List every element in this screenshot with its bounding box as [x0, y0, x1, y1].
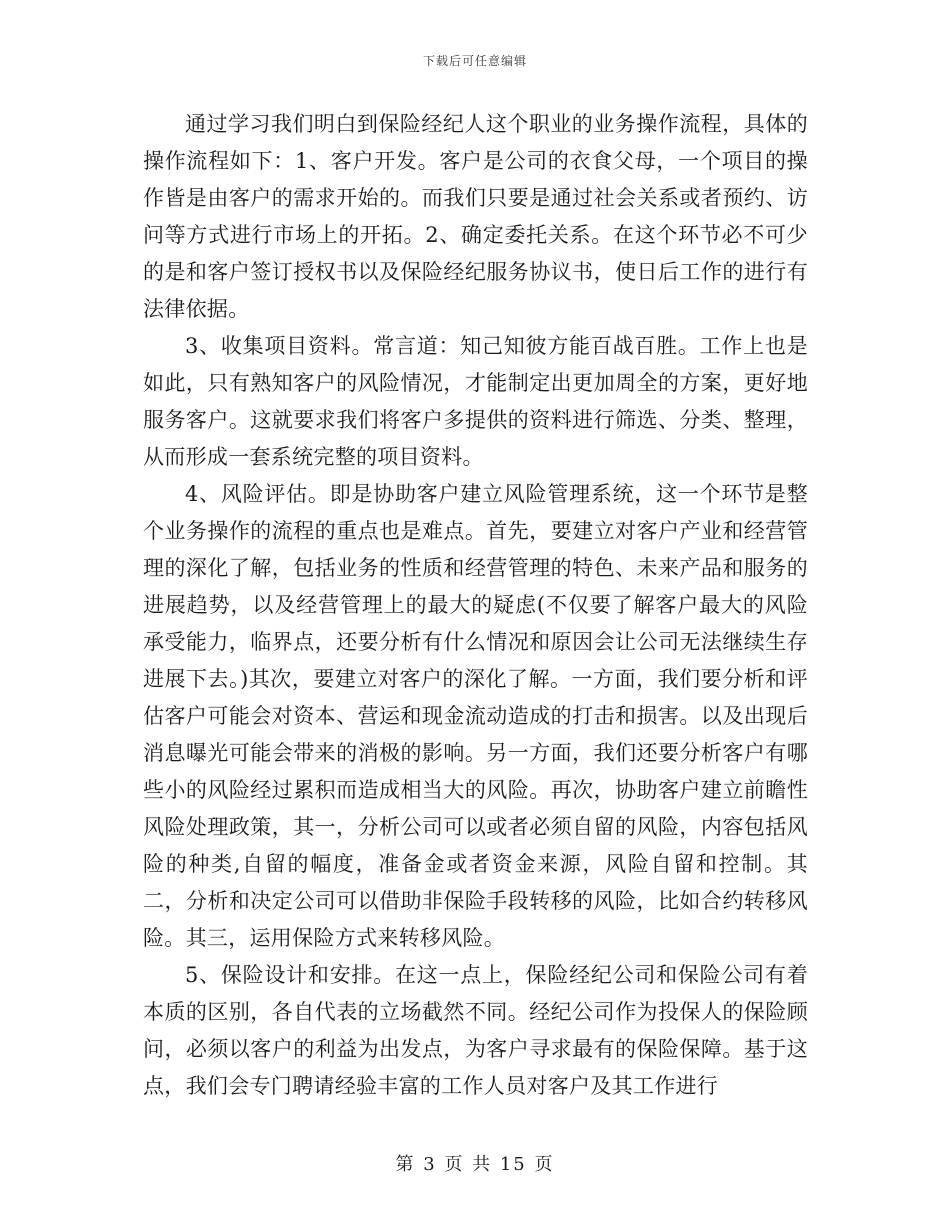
page-header: 下载后可任意编辑	[422, 54, 527, 68]
page-number-footer: 第 3 页 共 15 页	[395, 1154, 555, 1175]
paragraph-4: 5、保险设计和安排。在这一点上，保险经纪公司和保险公司有着本质的区别，各自代表的立场截然不同。经纪公司作为投保人的保险顾问，必须以客户的利益为出发点，为客户寻求最有的保险保障。基于这点，我们会专门聘请经验丰富的工作人员对客户及其工作进行	[143, 963, 808, 1098]
paragraph-2: 3、收集项目资料。常言道：知己知彼方能百战百胜。工作上也是如此，只有熟知客户的风险情况，才能制定出更加周全的方案，更好地服务客户。这就要求我们将客户多提供的资料进行筛选、分类、整理，从而形成一套系统完整的项目资料。	[143, 334, 808, 469]
document-body	[143, 106, 808, 1105]
paragraph-1: 通过学习我们明白到保险经纪人这个职业的业务操作流程，具体的操作流程如下：1、客户开发。客户是公司的衣食父母，一个项目的操作皆是由客户的需求开始的。而我们只要是通过社会关系或者预约、访问等方式进行市场上的开拓。2、确定委托关系。在这个环节必不可少的是和客户签订授权书以及保险经纪服务协议书，使日后工作的进行有法律依据。	[143, 112, 808, 321]
paragraph-3: 4、风险评估。即是协助客户建立风险管理系统，这一个环节是整个业务操作的流程的重点也是难点。首先，要建立对客户产业和经营管理的深化了解，包括业务的性质和经营管理的特色、未来产品和服务的进展趋势，以及经营管理上的最大的疑虑(不仅要了解客户最大的风险承受能力，临界点，还要分析有什么情况和原因会让公司无法继续生存进展下去。)其次，要建立对客户的深化了解。一方面，我们要分析和评估客户可能会对资本、营运和现金流动造成的打击和损害。以及出现后消息曝光可能会带来的消极的影响。另一方面，我们还要分析客户有哪些小的风险经过累积而造成相当大的风险。再次，协助客户建立前瞻性风险处理政策，其一，分析公司可以或者必须自留的风险，内容包括风险的种类,自留的幅度，准备金或者资金来源，风险自留和控制。其二，分析和决定公司可以借助非保险手段转移的风险，比如合约转移风险。其三，运用保险方式来转移风险。	[143, 482, 808, 950]
